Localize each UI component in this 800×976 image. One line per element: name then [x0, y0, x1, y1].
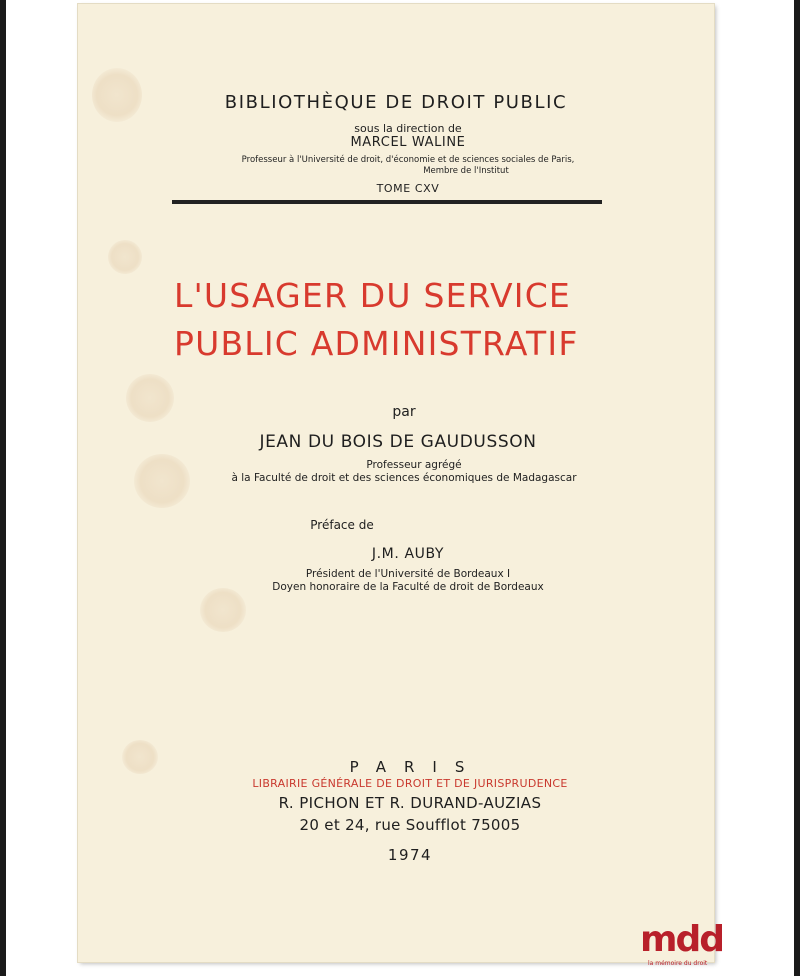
director-name: MARCEL WALINE — [350, 135, 466, 150]
by-label: par — [392, 404, 416, 420]
divider-rule — [172, 200, 602, 204]
book-cover — [78, 4, 714, 962]
logo-text: mdd — [640, 919, 724, 960]
publisher-name: LIBRAIRIE GÉNÉRALE DE DROIT ET DE JURISPRUDENCE — [252, 777, 568, 790]
director-title-1: Professeur à l'Université de droit, d'économie et de sciences sociales de Paris, — [241, 155, 575, 165]
preface-author: J.M. AUBY — [371, 546, 445, 562]
preface-role-1: Président de l'Université de Bordeaux I — [305, 568, 511, 580]
scan-edge-left — [0, 0, 6, 976]
publisher-city: PARIS — [349, 758, 483, 776]
foxing-stain — [108, 240, 142, 274]
publisher-address: 20 et 24, rue Soufflot 75005 — [299, 816, 521, 834]
author-role-2: à la Faculté de droit et des sciences économiques de Madagascar — [231, 472, 577, 484]
book-title-line-2: PUBLIC ADMINISTRATIF — [174, 324, 579, 363]
series-title: BIBLIOTHÈQUE DE DROIT PUBLIC — [224, 92, 568, 113]
tome-number: TOME CXV — [376, 182, 440, 195]
author-role-1: Professeur agrégé — [366, 459, 462, 471]
direction-line: sous la direction de — [354, 122, 462, 135]
director-title-2: Membre de l'Institut — [423, 166, 509, 176]
preface-label: Préface de — [310, 518, 374, 532]
mdd-logo — [640, 919, 740, 967]
logo-subtitle: la mémoire du droit — [648, 960, 708, 967]
book-title-line-1: L'USAGER DU SERVICE — [174, 276, 571, 315]
foxing-stain — [200, 588, 246, 632]
publication-year: 1974 — [387, 846, 433, 864]
scan-edge-right — [794, 0, 800, 976]
printer-name: R. PICHON ET R. DURAND-AUZIAS — [278, 794, 542, 812]
author-name: JEAN DU BOIS DE GAUDUSSON — [259, 432, 537, 452]
preface-role-2: Doyen honoraire de la Faculté de droit de Bordeaux — [272, 581, 544, 593]
